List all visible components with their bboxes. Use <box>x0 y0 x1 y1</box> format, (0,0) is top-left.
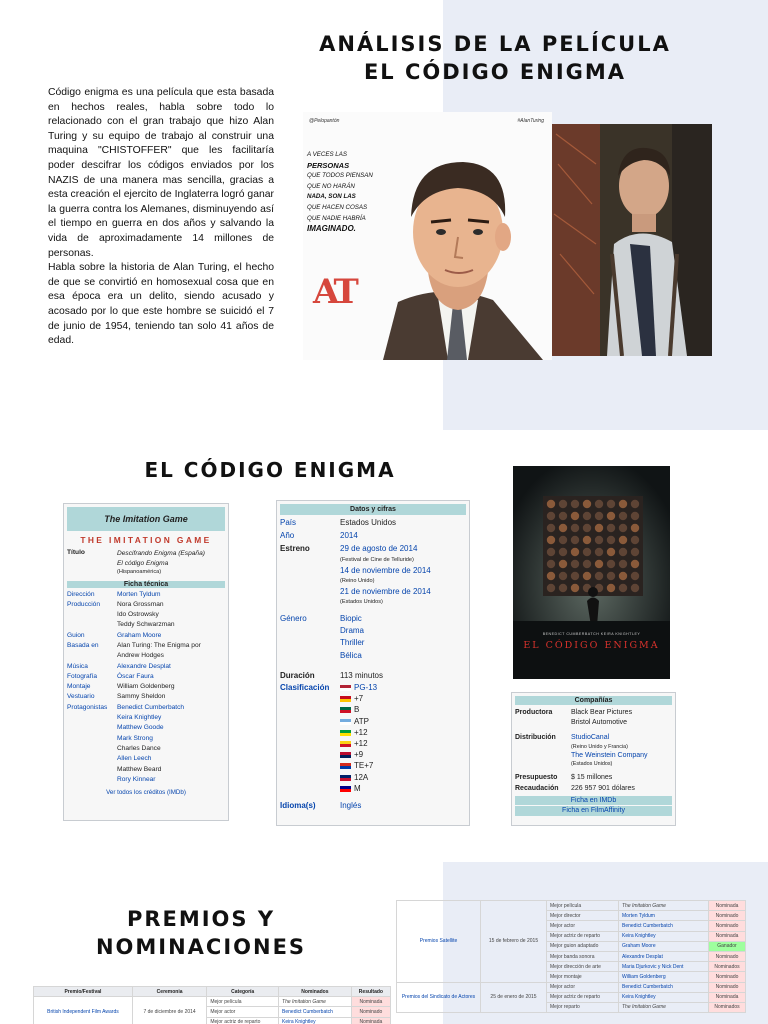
infobox-row-value: Nora Grossman <box>117 600 164 608</box>
infobox-titulo-row <box>67 549 225 578</box>
quote-line: QUE TODOS PIENSAN <box>307 172 373 180</box>
estreno-note: (Festival de Cine de Telluride) <box>340 556 414 563</box>
genero-item[interactable]: Drama <box>340 626 365 636</box>
film-still-photo <box>552 124 712 356</box>
infobox-row-value: William Goldenberg <box>117 683 175 691</box>
awards-header-row <box>34 987 391 997</box>
illustration-initials: AT <box>313 272 355 312</box>
infobox-row-value[interactable]: Morten Tyldum <box>117 590 161 598</box>
companias-label: Presupuesto <box>515 774 558 782</box>
companias-values <box>571 733 648 768</box>
datos-label[interactable]: Clasificación <box>280 683 330 693</box>
infobox-row <box>67 672 225 682</box>
award-category: Mejor dirección de arte <box>547 962 619 972</box>
infobox-row-label[interactable]: Dirección <box>67 590 95 598</box>
rotor-drum <box>607 572 615 580</box>
infobox-row-label[interactable]: Montaje <box>67 683 91 691</box>
rotor-drum <box>619 512 627 520</box>
companias-row <box>515 773 672 783</box>
rating-value: +9 <box>354 750 364 760</box>
estreno-note: (Estados Unidos) <box>340 599 383 606</box>
award-category: Mejor actriz de reparto <box>547 931 619 941</box>
rotor-drum <box>607 548 615 556</box>
datos-row <box>280 543 466 607</box>
awards-header-cell: Resultado <box>351 987 390 997</box>
rating-item <box>340 716 377 727</box>
rating-value: 12A <box>354 772 369 782</box>
rotor-drum <box>619 560 627 568</box>
rotor-drum <box>631 512 639 520</box>
rotor-drum <box>547 500 555 508</box>
rating-item <box>340 772 377 783</box>
award-festival[interactable]: Premios Satellite <box>397 901 481 983</box>
rotor-drum <box>595 548 603 556</box>
rotor-drum <box>595 500 603 508</box>
infobox-row <box>67 682 225 692</box>
award-result: Nominado <box>709 982 746 992</box>
infobox-row-value[interactable]: Benedict Cumberbatch <box>117 703 185 711</box>
infobox-row-values <box>117 692 165 702</box>
rotor-drum <box>583 548 591 556</box>
flag-icon <box>340 786 351 792</box>
rating-item <box>340 704 377 715</box>
infobox-row <box>67 662 225 672</box>
infobox-row-value: Charles Dance <box>117 744 161 752</box>
companias-values <box>571 773 612 783</box>
rotor-drum <box>571 548 579 556</box>
infobox-row-value[interactable]: Mark Strong <box>117 734 153 742</box>
rotor-drum <box>571 572 579 580</box>
datos-label[interactable]: Año <box>280 531 295 541</box>
datos-idioma-value[interactable]: Inglés <box>340 801 362 811</box>
flag-icon <box>340 696 351 702</box>
rating-item <box>340 693 377 704</box>
rotor-drum <box>631 584 639 592</box>
rotor-drum <box>631 560 639 568</box>
companias-values <box>571 784 635 794</box>
rotor-drum <box>559 560 567 568</box>
section-heading-premios <box>90 905 312 961</box>
award-festival[interactable]: Premios del Sindicato de Actores <box>397 982 481 1013</box>
award-nominee[interactable]: Maria Djurkovic y Nick Dent <box>619 962 709 972</box>
award-nominee[interactable]: Graham Moore <box>619 941 709 951</box>
infobox-row-label[interactable]: Vestuario <box>67 693 95 701</box>
rotor-drum <box>607 560 615 568</box>
infobox-row-value: Sammy Sheldon <box>117 693 166 701</box>
companias-values <box>571 708 632 727</box>
datos-genero-values <box>340 613 364 662</box>
rotor-drum <box>595 524 603 532</box>
infobox-row-value[interactable]: Óscar Faura <box>117 672 154 680</box>
quote-line: QUE HACEN COSAS <box>307 203 368 211</box>
award-nominee[interactable]: Benedict Cumberbatch <box>619 982 709 992</box>
premios-heading-line1: PREMIOS Y <box>126 907 276 931</box>
award-festival[interactable]: British Independent Film Awards <box>34 997 133 1024</box>
award-nominee[interactable]: Keira Knightley <box>619 992 709 1002</box>
estreno-date[interactable]: 29 de agosto de 2014 <box>340 544 418 554</box>
award-category: Mejor actriz de reparto <box>207 1017 279 1024</box>
infobox-row-values <box>117 682 175 692</box>
companias-value: (Estados Unidos) <box>571 761 613 768</box>
datos-body <box>280 517 466 812</box>
awards-header-cell: Categoría <box>207 987 279 997</box>
award-nominee[interactable]: Benedict Cumberbatch <box>279 1007 352 1017</box>
rotor-drum <box>631 524 639 532</box>
awards-row <box>34 997 391 1007</box>
genero-item[interactable]: Thriller <box>340 638 365 648</box>
rotor-drum <box>547 536 555 544</box>
section-heading-codigo-enigma: EL CÓDIGO ENIGMA <box>144 458 396 482</box>
rotor-drum <box>559 536 567 544</box>
infobox-row <box>67 703 225 785</box>
rotor-drum <box>607 500 615 508</box>
film-still-drawing <box>552 124 712 356</box>
quote-line: QUE NO HARÁN <box>307 182 355 190</box>
flag-icon <box>340 752 351 758</box>
infobox-row-value: Ido Ostrowsky <box>117 611 159 619</box>
infobox-titulo-label: Título <box>67 549 85 556</box>
award-result: Nominado <box>709 951 746 961</box>
rotor-drum <box>607 512 615 520</box>
titulo-value: El código Enigma <box>117 559 169 567</box>
rotor-drum <box>631 500 639 508</box>
infobox-row-values <box>117 600 175 631</box>
flag-icon <box>340 741 351 747</box>
infobox-row-value[interactable]: Alexandre Desplat <box>117 662 171 670</box>
award-category: Mejor actor <box>207 1007 279 1017</box>
datos-label[interactable]: Idioma(s) <box>280 801 316 811</box>
infobox-row-value: Teddy Schwarzman <box>117 621 175 629</box>
companias-row <box>515 708 672 727</box>
award-result: Nominado <box>709 911 746 921</box>
award-ceremonia: 7 de diciembre de 2014 <box>132 997 207 1024</box>
titulo-value: (Hispanoamérica) <box>117 569 162 575</box>
flag-icon <box>340 763 351 769</box>
companias-label: Productora <box>515 709 553 716</box>
rotor-drum <box>547 548 555 556</box>
datos-estreno-values <box>340 543 431 607</box>
rotor-drum <box>559 500 567 508</box>
page-title-line1: ANÁLISIS DE LA PELÍCULA <box>319 32 671 56</box>
infobox-row-values <box>117 662 171 672</box>
rotor-drum <box>607 584 615 592</box>
datos-row <box>280 530 466 542</box>
infobox-rows <box>67 590 225 786</box>
infobox-row <box>67 631 225 641</box>
rotor-drum <box>547 524 555 532</box>
infobox-row <box>67 600 225 631</box>
rotor-drum <box>571 560 579 568</box>
page-title <box>300 30 690 86</box>
infobox-row-values <box>117 590 161 600</box>
companias-row <box>515 733 672 768</box>
rotor-drum <box>571 512 579 520</box>
quote-line: NADA, SON LAS <box>307 193 356 201</box>
datos-row <box>280 517 466 529</box>
infobox-logo: THE IMITATION GAME <box>80 535 212 545</box>
rotor-drum <box>583 536 591 544</box>
award-category: Mejor reparto <box>547 1002 619 1012</box>
rating-item <box>340 783 377 794</box>
datos-label[interactable]: Género <box>280 614 307 624</box>
turing-portrait-drawing <box>343 122 552 360</box>
award-result: Nominados <box>709 962 746 972</box>
rotor-drum <box>619 584 627 592</box>
premios-heading-line2: NOMINACIONES <box>95 935 307 959</box>
infobox-row-value: Matthew Beard <box>117 765 162 773</box>
companias-label: Distribución <box>515 734 556 742</box>
rotor-drum <box>619 548 627 556</box>
datos-label: Duración <box>280 670 315 680</box>
rotor-drum <box>547 512 555 520</box>
award-category: Mejor banda sonora <box>547 951 619 961</box>
infobox-row-value[interactable]: Keira Knightley <box>117 714 162 722</box>
award-nominee[interactable]: The Imitation Game <box>279 997 352 1007</box>
rating-item <box>340 727 377 738</box>
rotor-drum <box>583 524 591 532</box>
rotor-drum <box>547 560 555 568</box>
turing-illustration <box>303 112 552 360</box>
intro-paragraph-2: Habla sobre la historia de Alan Turing, el hecho de que se convirtió en homosexual cosa que en esa época era un delito, siendo acusado y acosado por lo que este hombre se suicidó el 7 de junio de 1954, teniendo tan solo 41 años de edad. <box>48 262 274 347</box>
rating-value: TE+7 <box>354 761 374 771</box>
awards-row <box>397 982 746 992</box>
infobox-row-value[interactable]: Matthew Goode <box>117 724 164 732</box>
rating-item <box>340 682 377 693</box>
infobox-row-value[interactable]: Graham Moore <box>117 631 162 639</box>
rotor-drum <box>559 548 567 556</box>
infobox-ficha-header: Ficha técnica <box>67 581 225 588</box>
infobox-row-label[interactable]: Basada en <box>67 641 99 649</box>
companias-value[interactable]: The Weinstein Company <box>571 751 648 759</box>
award-nominee: The Imitation Game <box>619 901 709 911</box>
award-category: Mejor película <box>547 901 619 911</box>
rotor-drum <box>631 548 639 556</box>
companias-row <box>515 784 672 794</box>
companias-label: Recaudación <box>515 784 559 792</box>
infobox-row <box>67 692 225 702</box>
awards-header-cell: Ceremonia <box>132 987 207 997</box>
awards-header-cell: Premio/Festival <box>34 987 133 997</box>
rating-value: B <box>354 705 360 715</box>
infobox-row-value: Andrew Hodges <box>117 652 164 660</box>
infobox-row-values <box>117 641 201 662</box>
infobox-row-values <box>117 672 154 682</box>
infobox-titulo-values <box>117 549 205 578</box>
rating-value: M <box>354 783 361 793</box>
award-category: Mejor director <box>547 911 619 921</box>
infobox-row-value: Alan Turing: The Enigma por <box>117 641 201 649</box>
award-nominee[interactable]: Morten Tyldum <box>619 911 709 921</box>
quote-line: QUE NADIE HABRÍA <box>307 214 366 222</box>
infobox-row <box>67 641 225 662</box>
flag-icon <box>340 775 351 781</box>
award-nominee: The Imitation Game <box>619 1002 709 1012</box>
intro-paragraph-1: Código enigma es una película que esta basada en hechos reales, habla sobre todo lo relacionado con el gran trabajo que hizo Alan Turing y su equipo de trabajo al construir una maquina "CHISTOFFER" que les facilitaría poder descifrar los códigos enviados por los NAZIS de una manera mas sencilla, gracias a esta creación el ejercito de Inglaterra logró ganar la guerra contra los Alemanes, disminuyendo así el tiempo en guerra en dos años y salvando la vida de aproximadamente 14 millones de personas. <box>48 87 274 259</box>
infobox-row-value[interactable]: Rory Kinnear <box>117 775 156 783</box>
rotor-drum <box>619 572 627 580</box>
rotor-drum <box>631 572 639 580</box>
intro-text <box>48 86 274 349</box>
award-nominee[interactable]: Alexandre Desplat <box>619 951 709 961</box>
genero-item[interactable]: Bélica <box>340 650 362 660</box>
rating-item <box>340 749 377 760</box>
rotor-drum <box>571 584 579 592</box>
rotor-drum <box>571 500 579 508</box>
quote-line: A VECES LAS <box>307 151 348 158</box>
filmaffinity-link[interactable]: Ficha en FilmAffinity <box>515 806 672 816</box>
quote-line: IMAGINADO. <box>307 224 356 234</box>
rotor-drum <box>571 524 579 532</box>
flag-icon <box>340 730 351 736</box>
estreno-date[interactable]: 14 de noviembre de 2014 <box>340 565 431 575</box>
datos-row <box>280 607 466 662</box>
poster-title: EL CÓDIGO ENIGMA <box>523 640 660 651</box>
genero-item[interactable]: Biopic <box>340 614 362 624</box>
rotor-drum <box>619 500 627 508</box>
companias-value: $ 15 millones <box>571 774 613 782</box>
datos-cifras-box <box>276 500 470 826</box>
datos-label: Estreno <box>280 544 310 554</box>
award-ceremonia: 25 de enero de 2015 <box>481 982 547 1013</box>
companias-value: 226 957 901 dólares <box>571 784 635 792</box>
infobox-row-values <box>117 703 184 785</box>
flag-icon <box>340 719 351 725</box>
award-result: Nominados <box>709 1002 746 1012</box>
rotor-drum <box>583 500 591 508</box>
companias-value: Bristol Automotive <box>571 718 628 726</box>
datos-header: Datos y cifras <box>280 504 466 515</box>
award-result: Nominado <box>709 972 746 982</box>
rotor-drum <box>595 536 603 544</box>
award-category: Mejor montaje <box>547 972 619 982</box>
film-infobox <box>63 503 229 821</box>
infobox-footer-link[interactable]: Ver todos los créditos (IMDb) <box>106 789 186 797</box>
rotor-drum <box>631 536 639 544</box>
datos-label[interactable]: País <box>280 518 297 527</box>
award-nominee[interactable]: Benedict Cumberbatch <box>619 921 709 931</box>
estreno-date[interactable]: 21 de noviembre de 2014 <box>340 586 431 596</box>
rotor-drum <box>559 512 567 520</box>
flag-icon <box>340 685 351 691</box>
rotor-drum <box>619 536 627 544</box>
award-category: Mejor actor <box>547 982 619 992</box>
rotor-drum <box>607 524 615 532</box>
rotor-drum <box>583 512 591 520</box>
award-category: Mejor actriz de reparto <box>547 992 619 1002</box>
award-result: Nominado <box>709 921 746 931</box>
rotor-drum <box>547 584 555 592</box>
award-nominee[interactable]: Keira Knightley <box>619 931 709 941</box>
datos-row <box>280 682 466 794</box>
rotor-drum <box>559 572 567 580</box>
rotor-drum <box>595 512 603 520</box>
page-title-line2: EL CÓDIGO ENIGMA <box>363 60 627 84</box>
rating-value: +7 <box>354 694 364 704</box>
datos-duracion-value: 113 minutos <box>340 670 383 680</box>
rotor-drum <box>607 536 615 544</box>
award-category: Mejor película <box>207 997 279 1007</box>
rating-value: +12 <box>354 739 368 749</box>
rotor-drum <box>559 584 567 592</box>
rating-value: +12 <box>354 727 368 737</box>
rotor-drum <box>583 560 591 568</box>
illustration-tag-right: #AlanTuring <box>517 118 544 124</box>
datos-row <box>280 800 466 812</box>
infobox-row <box>67 590 225 600</box>
awards-table-left <box>33 986 391 1024</box>
award-category: Mejor actor <box>547 921 619 931</box>
companias-body <box>515 708 672 816</box>
infobox-row-value[interactable]: Allen Leech <box>117 755 152 763</box>
datos-ratings <box>340 682 377 794</box>
award-result: Nominado <box>351 1007 390 1017</box>
datos-anio-value[interactable]: 2014 <box>340 531 358 541</box>
rating-value: ATP <box>354 716 369 726</box>
award-result: Nominada <box>709 992 746 1002</box>
flag-icon <box>340 707 351 713</box>
awards-header-cell: Nominados <box>279 987 352 997</box>
rotor-drum <box>571 536 579 544</box>
infobox-title: The Imitation Game <box>67 507 225 531</box>
illustration-tag-left: @Pelopantón <box>309 118 340 124</box>
rotor-drum <box>619 524 627 532</box>
companias-value: Black Bear Pictures <box>571 709 633 716</box>
poster-credits: BENEDICT CUMBERBATCH KEIRA KNIGHTLEY <box>542 632 641 636</box>
titulo-value: Descifrando Enigma (España) <box>117 550 205 557</box>
datos-pais-value: Estados Unidos <box>340 518 397 527</box>
companias-value[interactable]: StudioCanal <box>571 734 610 742</box>
rotor-drum <box>547 572 555 580</box>
companias-header: Compañías <box>515 696 672 705</box>
movie-poster <box>513 466 670 679</box>
rotor-drum <box>595 560 603 568</box>
award-result: Nominada <box>351 1017 390 1024</box>
infobox-row-label[interactable]: Guion <box>67 631 85 639</box>
infobox-row-label[interactable]: Música <box>67 662 88 670</box>
award-result: Nominada <box>351 997 390 1007</box>
infobox-row-label[interactable]: Fotografía <box>67 672 98 680</box>
companias-box <box>511 692 676 826</box>
award-nominee[interactable]: Keira Knightley <box>279 1017 352 1024</box>
awards-row <box>397 901 746 911</box>
award-nominee[interactable]: William Goldenberg <box>619 972 709 982</box>
imdb-link[interactable]: Ficha en IMDb <box>515 796 672 806</box>
award-result: Nominada <box>709 931 746 941</box>
rating-item <box>340 760 377 771</box>
infobox-row-label[interactable]: Protagonistas <box>67 703 108 711</box>
award-result: Ganador <box>709 941 746 951</box>
award-ceremonia: 15 de febrero de 2015 <box>481 901 547 983</box>
infobox-row-values <box>117 631 161 641</box>
award-category: Mejor guion adaptado <box>547 941 619 951</box>
award-result: Nominada <box>709 901 746 911</box>
awards-table-right <box>396 900 746 1013</box>
infobox-row-label[interactable]: Producción <box>67 600 100 608</box>
datos-row <box>280 670 466 682</box>
rotor-drum <box>583 572 591 580</box>
estreno-note: (Reino Unido) <box>340 577 375 584</box>
rotor-drum <box>559 524 567 532</box>
rating-value[interactable]: PG-13 <box>354 683 378 693</box>
quote-line: PERSONAS <box>307 160 350 170</box>
rating-item <box>340 738 377 749</box>
rotor-drum <box>595 572 603 580</box>
companias-value: (Reino Unido y Francia) <box>571 743 628 750</box>
